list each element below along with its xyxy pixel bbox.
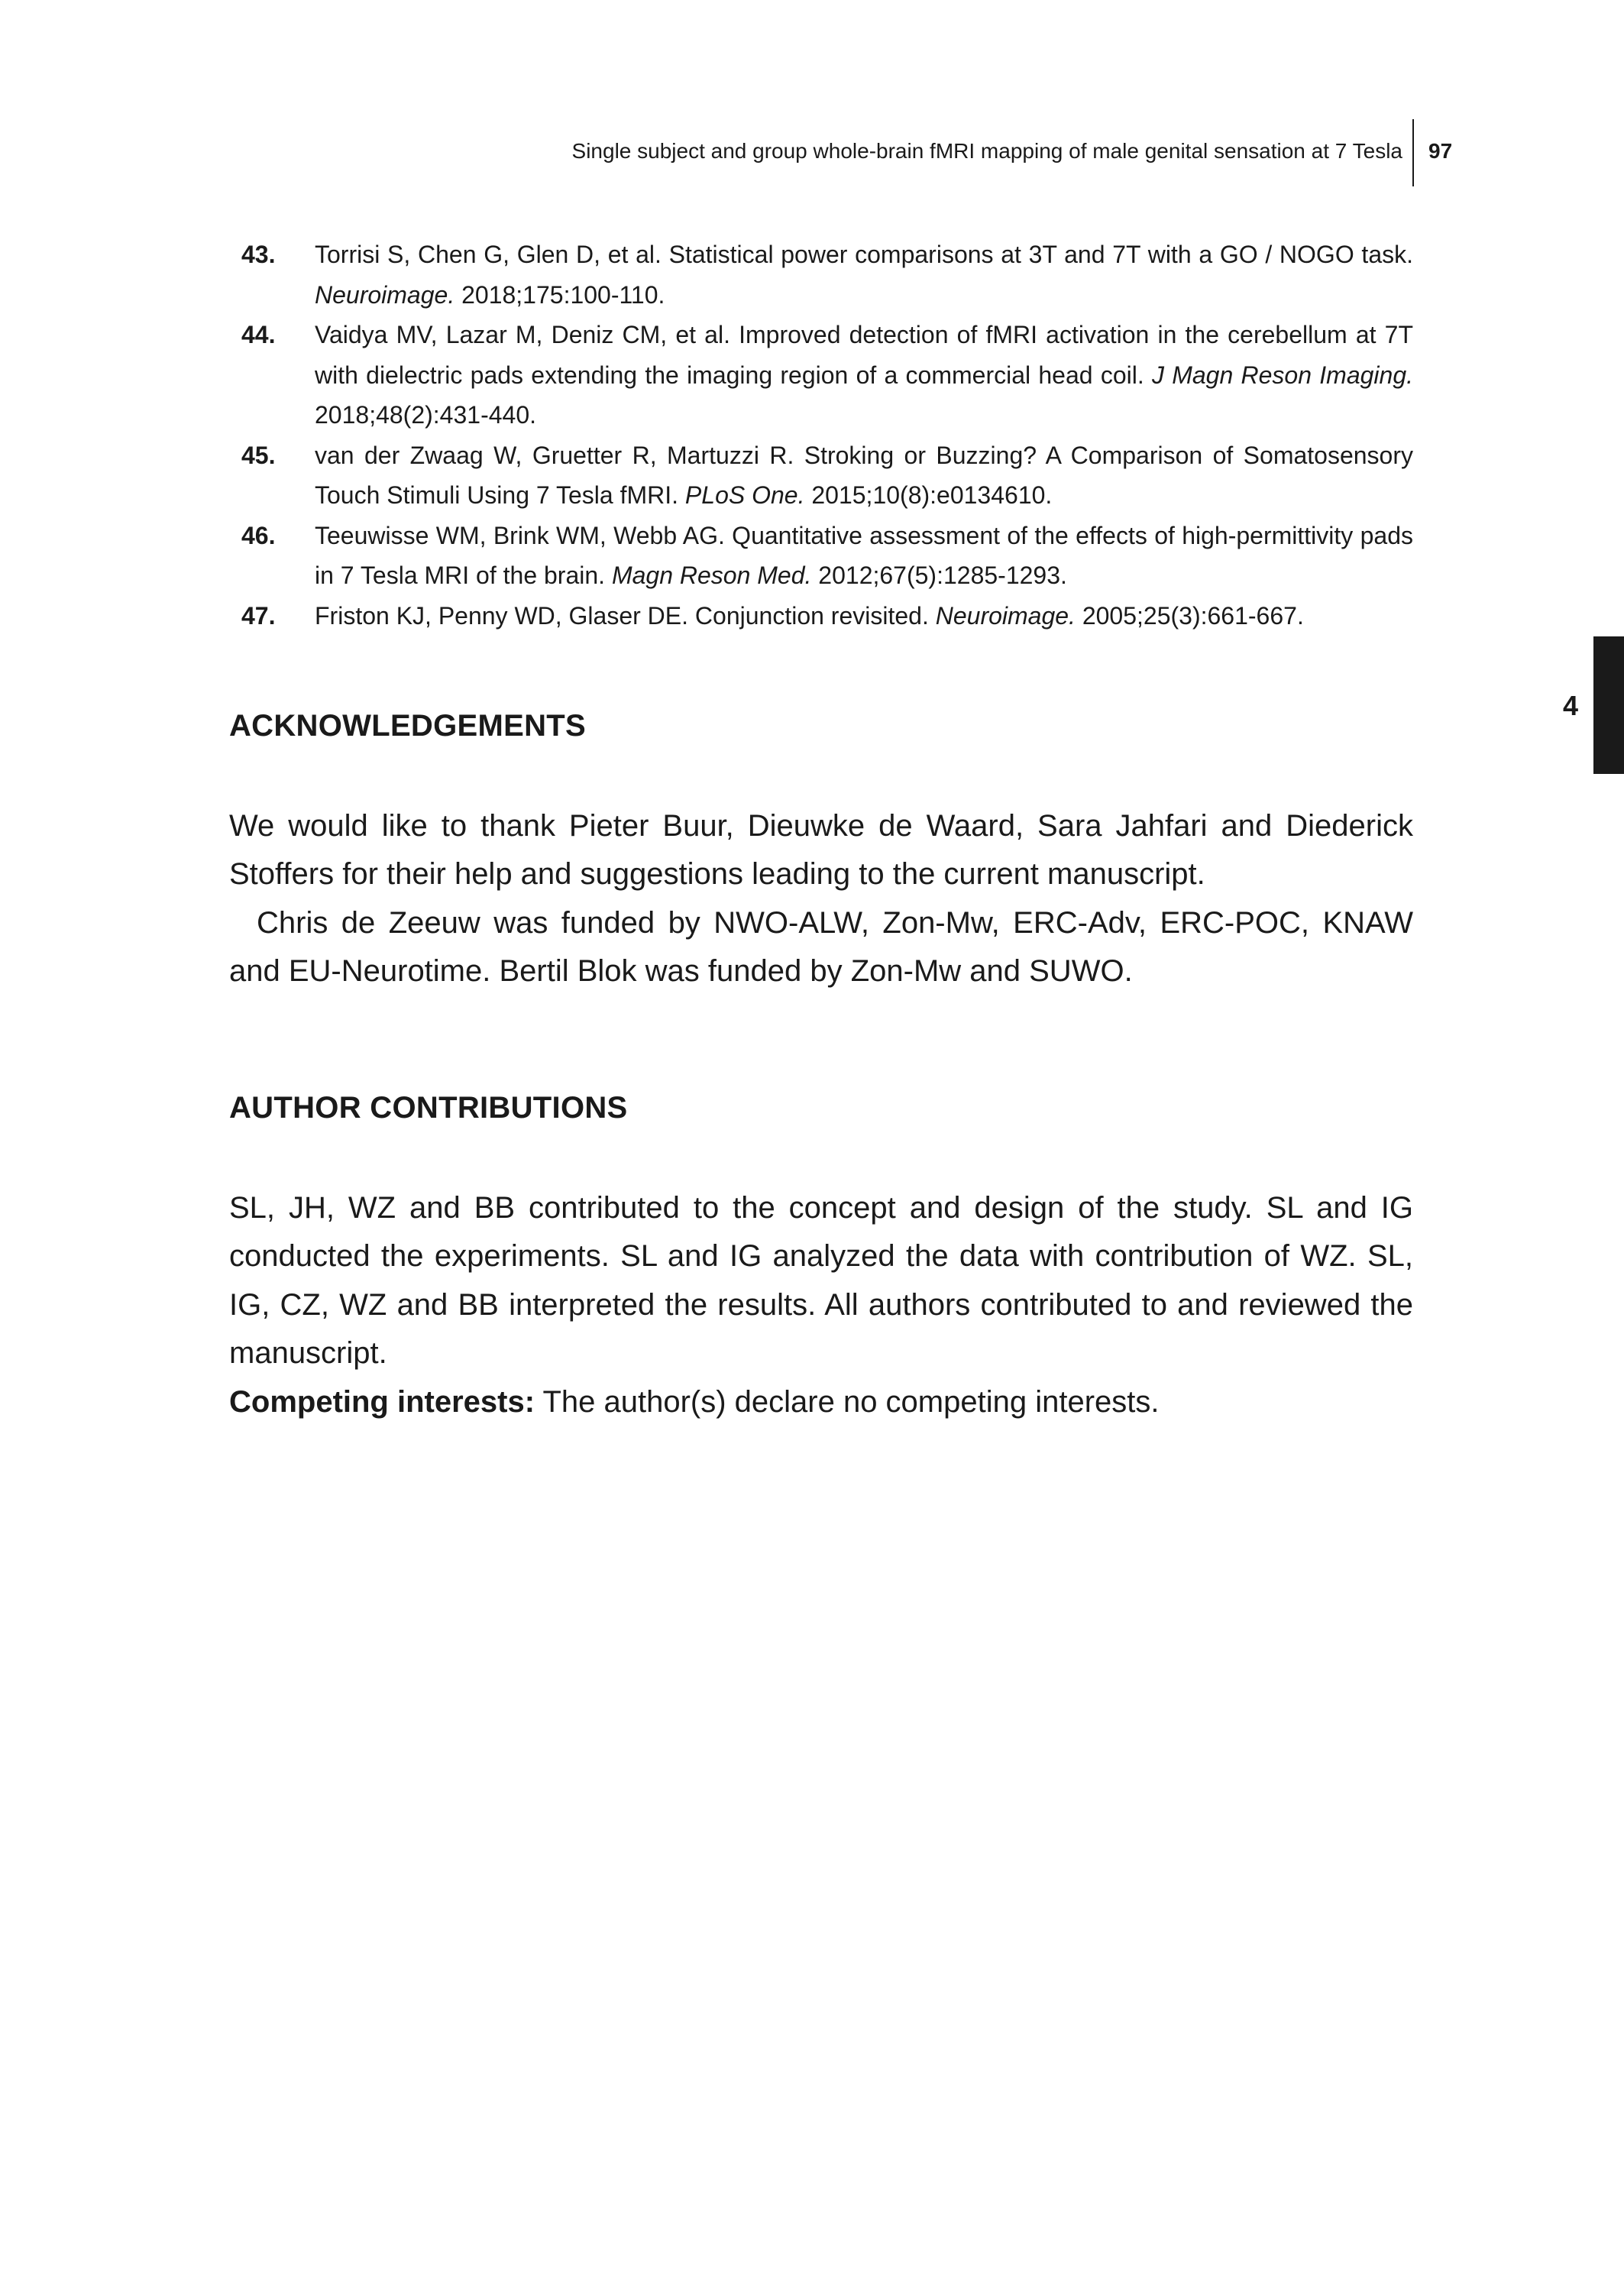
reference-item (229, 315, 1413, 435)
reference-number: 46. (241, 521, 276, 549)
acknowledgements-paragraph: We would like to thank Pieter Buur, Dieuwke de Waard, Sara Jahfari and Diederick Stoffers for their help and suggestions leading to the current manuscript. (229, 809, 1413, 892)
reference-journal: Magn Reson Med. (611, 562, 812, 589)
competing-interests-statement (229, 1378, 1413, 1426)
reference-text: Vaidya MV, Lazar M, Deniz CM, et al. Improved detection of fMRI activation in the cerebellum at 7T with dielectric pads extending the imaging region of a commercial head coil. J Magn Reson Imaging. 2018;48(2):431-440. (315, 321, 1414, 429)
author-contributions-heading: AUTHOR CONTRIBUTIONS (229, 1091, 628, 1125)
reference-text: Friston KJ, Penny WD, Glaser DE. Conjunction revisited. Neuroimage. 2005;25(3):661-667. (315, 601, 1304, 630)
reference-journal: Neuroimage. (935, 601, 1076, 630)
header-divider (1412, 119, 1414, 186)
reference-number: 47. (241, 601, 276, 630)
competing-interests-label: Competing interests: (229, 1384, 535, 1419)
acknowledgements-heading: ACKNOWLEDGEMENTS (229, 709, 587, 743)
reference-item (229, 435, 1413, 516)
reference-journal: Neuroimage. (315, 280, 455, 309)
reference-number: 44. (241, 321, 276, 348)
reference-journal: PLoS One. (684, 481, 805, 509)
reference-text: Teeuwisse WM, Brink WM, Webb AG. Quantitative assessment of the effects of high-permittivity pads in 7 Tesla MRI of the brain. Magn Reson Med. 2012;67(5):1285-1293. (315, 521, 1413, 589)
author-contributions-paragraph: SL, JH, WZ and BB contributed to the concept and design of the study. SL and IG conducted the experiments. SL and IG analyzed the data with contribution of WZ. SL, IG, CZ, WZ and BB interpreted the results. All authors contributed to and reviewed the manuscript. (229, 1191, 1413, 1371)
reference-number: 45. (241, 441, 276, 469)
reference-item (229, 596, 1413, 636)
reference-item (229, 235, 1413, 315)
reference-text: van der Zwaag W, Gruetter R, Martuzzi R. Stroking or Buzzing? A Comparison of Somatosensory Touch Stimuli Using 7 Tesla fMRI. PLoS One. 2015;10(8):e0134610. (315, 441, 1413, 509)
chapter-tab-marker (1593, 636, 1624, 774)
reference-journal: J Magn Reson Imaging. (1151, 361, 1414, 389)
reference-number: 43. (241, 241, 276, 268)
page-number: 97 (1428, 139, 1453, 163)
reference-item (229, 516, 1413, 596)
funding-paragraph: Chris de Zeeuw was funded by NWO-ALW, Zon-Mw, ERC-Adv, ERC-POC, KNAW and EU-Neurotime. Bertil Blok was funded by Zon-Mw and SUWO. (229, 905, 1413, 989)
competing-interests-text: The author(s) declare no competing interests. (535, 1384, 1160, 1419)
reference-text: Torrisi S, Chen G, Glen D, et al. Statistical power comparisons at 3T and 7T with a GO / NOGO task. Neuroimage. 2018;175:100-110. (315, 241, 1413, 309)
author-contributions-body (229, 1184, 1413, 1426)
acknowledgements-body (229, 802, 1413, 996)
chapter-number: 4 (1563, 690, 1579, 721)
reference-list (229, 235, 1413, 636)
running-title: Single subject and group whole-brain fMRI mapping of male genital sensation at 7 Tesla (571, 139, 1402, 163)
